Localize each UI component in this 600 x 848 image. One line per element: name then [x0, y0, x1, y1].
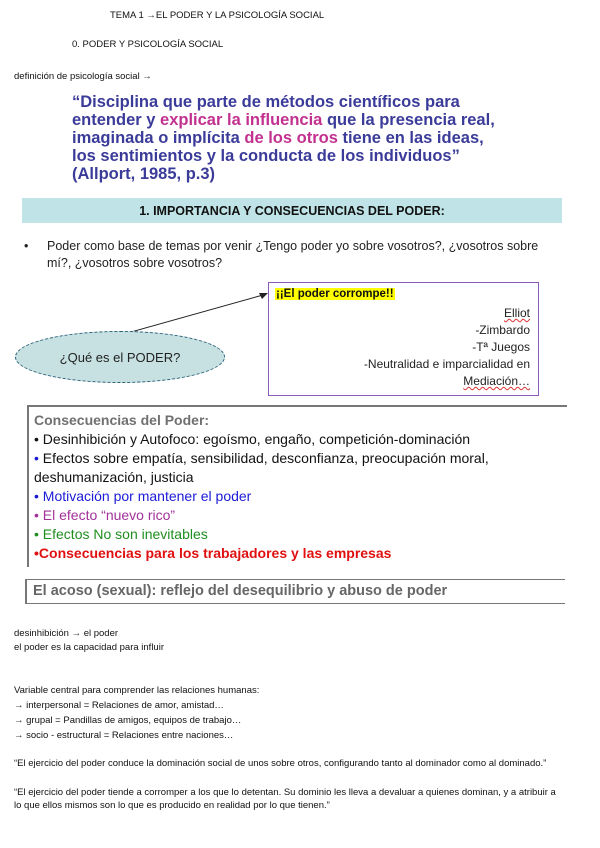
quote-highlight-influence: explicar la influencia	[160, 111, 323, 129]
consequences-box	[27, 405, 567, 567]
note-quote-dominacion: “El ejercicio del poder conduce la dominación social de unos sobre otros, configurando tanto al dominador como al dominado.”	[14, 758, 547, 769]
consequence-item-4: • El efecto “nuevo rico”	[34, 507, 176, 523]
consequences-title: Consecuencias del Poder:	[34, 412, 210, 428]
consequence-item-1: • Desinhibición y Autofoco: egoísmo, engaño, competición-dominación	[34, 431, 471, 447]
note-grupal: → grupal = Pandillas de amigos, equipos de trabajo…	[14, 715, 242, 726]
harassment-box: El acoso (sexual): reflejo del desequilibrio y abuso de poder	[25, 579, 565, 604]
name-juegos: -Tª Juegos	[472, 340, 530, 354]
note-interpersonal: → interpersonal = Relaciones de amor, amistad…	[14, 700, 224, 711]
note-variable-central: Variable central para comprender las relaciones humanas:	[14, 685, 260, 696]
consequence-item-3: • Motivación por mantener el poder	[34, 488, 252, 504]
callout-box	[268, 282, 539, 396]
note-quote-corromper: “El ejercicio del poder tiende a corromper a los que lo detentan. Su dominio les lleva a devaluar a quienes dominan, y a atribuir a lo que ellos mismos son lo que es producido en realidad por lo que tienen.”	[14, 787, 556, 811]
name-elliot: Elliot	[503, 306, 530, 320]
name-neutralidad: -Neutralidad e imparcialidad en	[363, 357, 530, 371]
name-zimbardo: -Zimbardo	[475, 323, 530, 337]
quote-part-3: que la presencia real, imaginada o implícita	[72, 111, 495, 147]
definition-quote	[72, 93, 512, 183]
doc-title: TEMA 1 →EL PODER Y LA PSICOLOGÍA SOCIAL	[110, 10, 325, 21]
consequence-item-6: •Consecuencias para los trabajadores y las empresas	[34, 545, 392, 561]
bullet-marker: •	[24, 239, 29, 253]
bullet-text: Poder como base de temas por venir ¿Tengo poder yo sobre vosotros?, ¿vosotros sobre mí?, ¿vosotros sobre vosotros?	[47, 239, 539, 270]
consequence-item-2-bullet: •	[34, 450, 39, 466]
quote-part-1: “Disciplina que parte de métodos científicos para entender y	[72, 93, 460, 129]
consequence-item-2: • Efectos sobre empatía, sensibilidad, desconfianza, preocupación moral, deshumanización, justicia	[34, 450, 489, 485]
section-banner: 1. IMPORTANCIA Y CONSECUENCIAS DEL PODER:	[22, 198, 562, 223]
callout-highlight: ¡¡El poder corrompe!!	[276, 288, 394, 300]
quote-highlight-others: de los otros	[244, 129, 338, 147]
quote-part-5: tiene en las ideas, los sentimientos y la conducta de los individuos” (Allport, 1985, p.3)	[72, 129, 484, 183]
note-desinhibicion: desinhibición → el poder	[14, 628, 119, 639]
consequence-item-5: • Efectos No son inevitables	[34, 526, 208, 542]
definition-label: definición de psicología social →	[14, 71, 152, 82]
arrow-line	[124, 295, 263, 334]
note-capacidad: el poder es la capacidad para influir	[14, 642, 164, 653]
callout-names	[364, 305, 530, 390]
note-socio-estructural: → socio - estructural = Relaciones entre naciones…	[14, 730, 234, 741]
what-is-power-ellipse: ¿Qué es el PODER?	[15, 331, 225, 383]
connector-arrow	[120, 288, 272, 338]
doc-subtitle: 0. PODER Y PSICOLOGÍA SOCIAL	[72, 39, 224, 50]
name-mediacion: Mediación…	[463, 374, 530, 388]
